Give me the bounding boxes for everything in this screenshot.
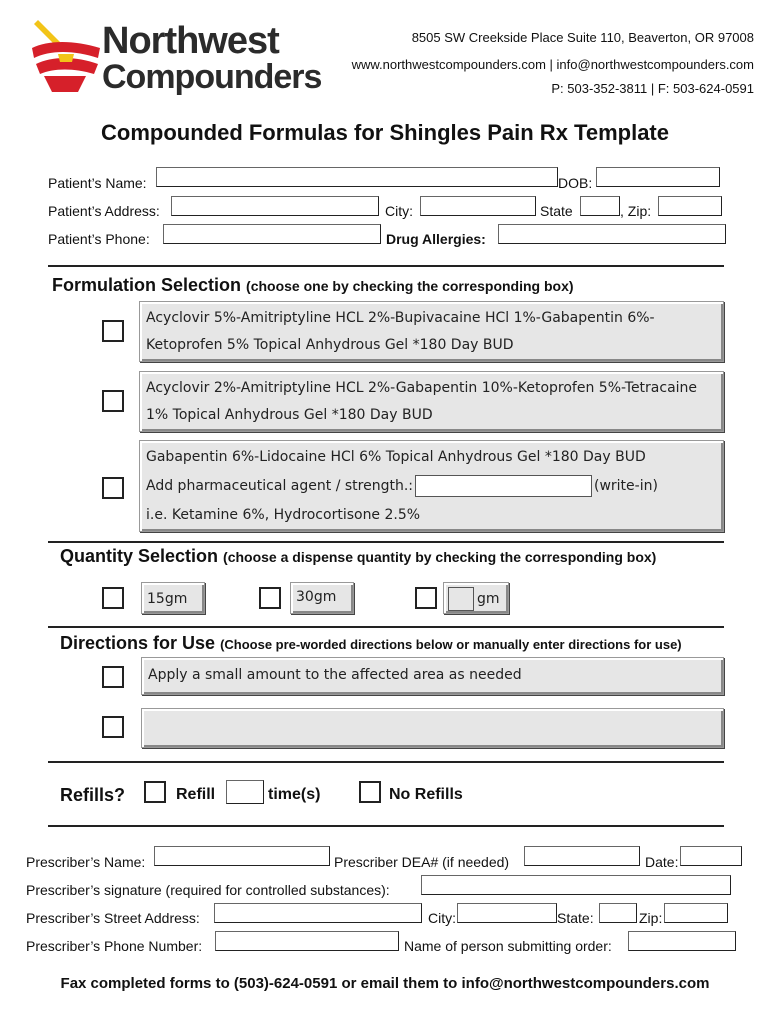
formulation-note: (choose one by checking the corresponding box) (246, 278, 574, 294)
formulation-checkbox-1[interactable] (102, 320, 124, 342)
no-refills-label: No Refills (389, 786, 463, 803)
directions-checkbox-preset[interactable] (102, 666, 124, 688)
logo-line1: Northwest (102, 20, 279, 62)
formulation-option-3 (139, 440, 724, 532)
refills-heading: Refills? (60, 785, 126, 805)
header-contact: www.northwestcompounders.com | info@northwestcompounders.com (351, 57, 754, 72)
patient-city-field[interactable] (420, 196, 536, 216)
patient-zip-label: , Zip: (620, 203, 652, 219)
quantity-checkbox-15[interactable] (102, 587, 124, 609)
formulation-option-3-line3: i.e. Ketamine 6%, Hydrocortisone 2.5% (146, 507, 421, 523)
divider (48, 265, 724, 267)
quantity-option-30-text: 30gm (296, 589, 337, 605)
quantity-option-30 (290, 582, 354, 614)
quantity-heading (60, 546, 656, 567)
times-label: time(s) (268, 786, 321, 803)
refill-count-field[interactable] (226, 780, 264, 804)
directions-heading (60, 633, 682, 654)
refill-label: Refill (176, 786, 216, 803)
formulation-option-1 (139, 301, 724, 362)
formulation-checkbox-2[interactable] (102, 390, 124, 412)
formulation-option-3-line1: Gabapentin 6%-Lidocaine HCl 6% Topical Anhydrous Gel *180 Day BUD (146, 449, 646, 465)
quantity-checkbox-custom[interactable] (415, 587, 437, 609)
page-title: Compounded Formulas for Shingles Pain Rx Template (101, 120, 669, 145)
directions-preset-text: Apply a small amount to the affected area as needed (148, 667, 522, 683)
quantity-heading-text: Quantity Selection (60, 546, 219, 566)
directions-checkbox-custom[interactable] (102, 716, 124, 738)
dea-field[interactable] (524, 846, 640, 866)
prescriber-zip-field[interactable] (664, 903, 728, 923)
prescriber-city-label: City: (428, 910, 456, 926)
formulation-checkbox-3[interactable] (102, 477, 124, 499)
add-agent-label: Add pharmaceutical agent / strength.: (146, 478, 413, 494)
patient-phone-field[interactable] (163, 224, 381, 244)
formulation-option-2 (139, 371, 724, 432)
formulation-option-1-line1: Acyclovir 5%-Amitriptyline HCL 2%-Bupivacaine HCl 1%-Gabapentin 6%- (146, 310, 655, 326)
prescriber-zip-label: Zip: (639, 910, 663, 926)
signature-field[interactable] (421, 875, 731, 895)
prescriber-phone-label: Prescriber’s Phone Number: (26, 938, 203, 954)
prescriber-state-label: State: (557, 910, 594, 926)
divider (48, 761, 724, 763)
prescriber-phone-field[interactable] (215, 931, 399, 951)
patient-name-field[interactable] (156, 167, 558, 187)
footer-instructions: Fax completed forms to (503)-624-0591 or email them to info@northwestcompounders.com (60, 975, 710, 992)
quantity-note: (choose a dispense quantity by checking the corresponding box) (223, 549, 657, 565)
dob-field[interactable] (596, 167, 720, 187)
prescriber-name-field[interactable] (154, 846, 330, 866)
dob-label: DOB: (558, 175, 593, 191)
divider (48, 626, 724, 628)
header-address: 8505 SW Creekside Place Suite 110, Beaverton, OR 97008 (411, 30, 754, 45)
date-label: Date: (645, 854, 679, 870)
divider (48, 541, 724, 543)
submitter-label: Name of person submitting order: (404, 938, 612, 954)
formulation-option-3-line2 (146, 475, 658, 497)
logo-line2: Compounders (102, 58, 322, 96)
allergies-label: Drug Allergies: (386, 231, 486, 247)
divider (48, 825, 724, 827)
formulation-heading (52, 275, 574, 296)
logo-mark-icon (28, 14, 104, 98)
prescriber-name-label: Prescriber’s Name: (26, 854, 146, 870)
formulation-option-2-line2: 1% Topical Anhydrous Gel *180 Day BUD (146, 407, 433, 423)
formulation-option-1-line2: Ketoprofen 5% Topical Anhydrous Gel *180 Day BUD (146, 337, 514, 353)
directions-note: (Choose pre-worded directions below or manually enter directions for use) (220, 637, 682, 652)
patient-zip-field[interactable] (658, 196, 722, 216)
signature-label: Prescriber’s signature (required for controlled substances): (26, 882, 390, 898)
refill-checkbox[interactable] (144, 781, 166, 803)
street-label: Prescriber’s Street Address: (26, 910, 200, 926)
patient-address-label: Patient’s Address: (48, 203, 160, 219)
quantity-checkbox-30[interactable] (259, 587, 281, 609)
patient-phone-label: Patient’s Phone: (48, 231, 150, 247)
street-field[interactable] (214, 903, 422, 923)
allergies-field[interactable] (498, 224, 726, 244)
logo (28, 14, 322, 98)
patient-address-field[interactable] (171, 196, 379, 216)
add-agent-field[interactable] (415, 475, 592, 497)
patient-state-label: State (540, 203, 573, 219)
quantity-option-15-text: 15gm (147, 591, 188, 607)
write-in-label: (write-in) (594, 478, 658, 494)
patient-name-label: Patient’s Name: (48, 175, 147, 191)
directions-heading-text: Directions for Use (60, 633, 216, 653)
formulation-heading-text: Formulation Selection (52, 275, 242, 295)
patient-city-label: City: (385, 203, 413, 219)
directions-preset (141, 657, 724, 695)
date-field[interactable] (680, 846, 742, 866)
quantity-option-15 (141, 582, 205, 614)
dea-label: Prescriber DEA# (if needed) (334, 854, 510, 870)
prescriber-state-field[interactable] (599, 903, 637, 923)
prescriber-city-field[interactable] (457, 903, 557, 923)
submitter-field[interactable] (628, 931, 736, 951)
quantity-custom-unit: gm (477, 591, 500, 607)
header-phone: P: 503-352-3811 | F: 503-624-0591 (551, 81, 754, 96)
quantity-option-custom (443, 582, 509, 614)
formulation-option-2-line1: Acyclovir 2%-Amitriptyline HCL 2%-Gabapentin 10%-Ketoprofen 5%-Tetracaine (146, 380, 698, 396)
quantity-custom-field[interactable] (448, 587, 474, 611)
no-refills-checkbox[interactable] (359, 781, 381, 803)
patient-state-field[interactable] (580, 196, 620, 216)
directions-custom-field[interactable] (141, 708, 724, 748)
